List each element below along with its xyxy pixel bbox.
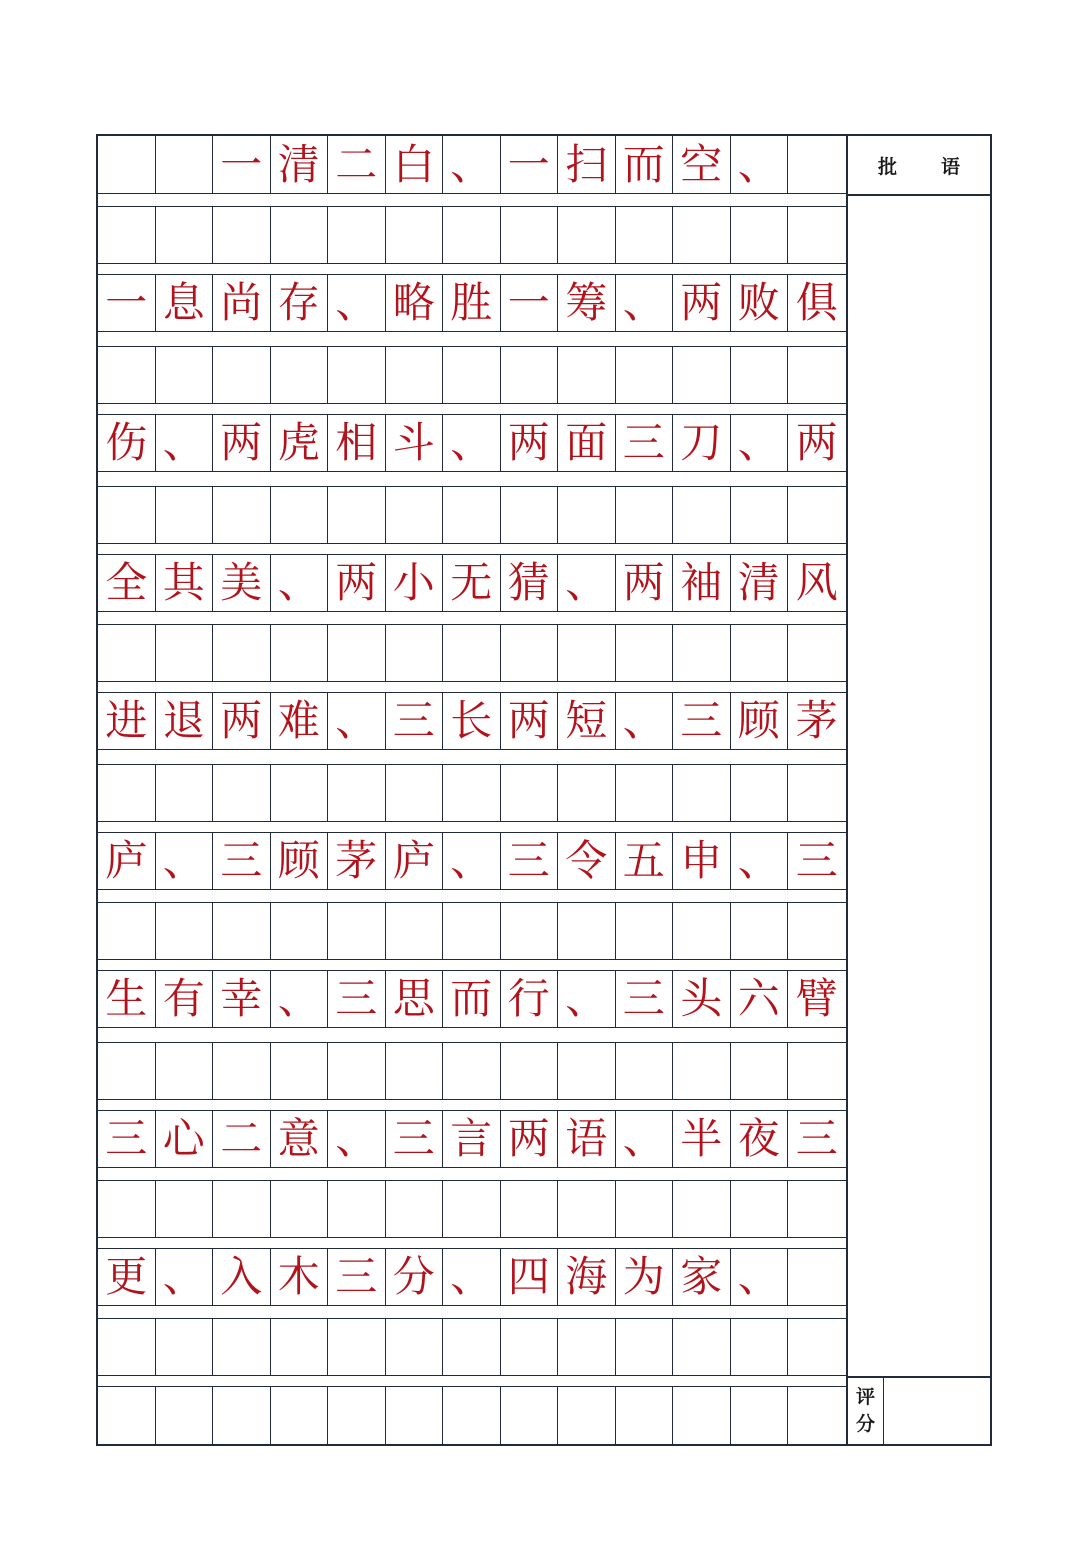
grid-cell: [558, 1043, 616, 1099]
grid-cell: 一: [213, 136, 271, 193]
grid-cell: 略: [386, 275, 444, 331]
grid-cell: [558, 1181, 616, 1237]
grid-cell: 三: [328, 1249, 386, 1305]
grid-cell: [443, 1043, 501, 1099]
grid-cell: 夜: [731, 1111, 789, 1167]
grid-cell: [156, 1387, 214, 1444]
grid-cell: 而: [616, 136, 674, 193]
grid-cell: [731, 765, 789, 821]
grid-cell: 、: [156, 415, 214, 471]
grid-cell: 、: [443, 833, 501, 889]
grid-cell: 、: [558, 555, 616, 611]
grid-cell: [156, 1181, 214, 1237]
grid-cell: 长: [443, 693, 501, 749]
grid-cell: [271, 625, 329, 681]
grid-cell: 庐: [98, 833, 156, 889]
grid-cell: [788, 136, 846, 193]
grid-cell: [731, 625, 789, 681]
grid-row: [98, 692, 846, 750]
grid-row: [98, 136, 846, 194]
grid-cell: [731, 1387, 789, 1444]
grid-cell: [616, 487, 674, 543]
grid-row: [98, 1248, 846, 1306]
grid-cell: 猜: [501, 555, 559, 611]
grid-cell: [98, 765, 156, 821]
grid-cell: [328, 1319, 386, 1375]
grid-cell: [673, 625, 731, 681]
grid-cell: [156, 1319, 214, 1375]
grid-row: [98, 1110, 846, 1168]
grid-cell: 尚: [213, 275, 271, 331]
grid-cell: [98, 207, 156, 263]
grid-cell: [328, 347, 386, 403]
grid-cell: 二: [328, 136, 386, 193]
grid-cell: 茅: [795, 696, 838, 745]
grid-cell: [616, 347, 674, 403]
grid-cell: [673, 347, 731, 403]
grid-cell: 三: [386, 693, 444, 749]
grid-cell: [98, 1043, 156, 1099]
grid-cell: 、: [156, 1249, 214, 1305]
grid-cell: [788, 625, 846, 681]
grid-row: [98, 1386, 846, 1444]
grid-cell: 伤: [98, 415, 156, 471]
grid-cell: [98, 903, 156, 959]
grid-cell: [386, 765, 444, 821]
grid-cell: [558, 765, 616, 821]
grid-cell: [98, 1319, 156, 1375]
grid-cell: [501, 1181, 559, 1237]
grid-cell: [213, 1043, 271, 1099]
grid-cell: [213, 765, 271, 821]
grid-cell: 为: [616, 1249, 674, 1305]
grid-cell: [616, 1387, 674, 1444]
grid-cell: 一: [98, 275, 156, 331]
grid-cell: [788, 1249, 846, 1305]
grid-cell: [788, 207, 846, 263]
grid-cell: 其: [156, 555, 214, 611]
grid-cell: 五: [616, 833, 674, 889]
grid-cell: 胜: [443, 275, 501, 331]
score-label-fen: 分: [855, 1413, 875, 1435]
grid-cell: [328, 207, 386, 263]
grid-cell: 顾: [731, 693, 789, 749]
grid-cell: 三: [501, 833, 559, 889]
score-value-field[interactable]: [884, 1378, 990, 1444]
grid-cell: 思: [386, 971, 444, 1027]
grid-cell: 分: [386, 1249, 444, 1305]
grid-cell: 、: [328, 275, 386, 331]
grid-cell: 两: [501, 415, 559, 471]
grid-cell: [616, 765, 674, 821]
grid-cell: [443, 207, 501, 263]
grid-cell: 、: [616, 1111, 674, 1167]
grid-cell: [386, 1387, 444, 1444]
grid-cell: 顾: [271, 833, 329, 889]
grid-cell: [156, 903, 214, 959]
grid-cell: [731, 347, 789, 403]
grid-cell: [788, 487, 846, 543]
grid-row: [98, 346, 846, 404]
grid-cell: [386, 347, 444, 403]
grid-cell: 三: [98, 1111, 156, 1167]
grid-cell: 三: [328, 971, 386, 1027]
practice-sheet: [96, 134, 992, 1446]
grid-cell: [443, 903, 501, 959]
grid-cell: [98, 347, 156, 403]
grid-cell: [98, 1387, 156, 1444]
grid-cell: [616, 207, 674, 263]
grid-cell: 息: [156, 275, 214, 331]
grid-cell: [443, 487, 501, 543]
grid-cell: 四: [501, 1249, 559, 1305]
grid-cell: [788, 347, 846, 403]
grid-cell: 进: [98, 693, 156, 749]
grid-cell: [156, 1043, 214, 1099]
grid-cell: 木: [271, 1249, 329, 1305]
grid-cell: 风: [795, 558, 838, 607]
grid-cell: 庐: [386, 833, 444, 889]
grid-cell: [271, 207, 329, 263]
grid-cell: [213, 347, 271, 403]
grid-cell: 、: [443, 1249, 501, 1305]
grid-cell: 无: [443, 555, 501, 611]
grid-cell: 空: [673, 136, 731, 193]
grid-cell: [328, 1043, 386, 1099]
grid-cell: 头: [673, 971, 731, 1027]
grid-cell: [386, 1181, 444, 1237]
grid-cell: [731, 207, 789, 263]
grid-cell: [328, 1387, 386, 1444]
score-label-ping: 评: [855, 1386, 875, 1409]
grid-cell: 、: [731, 1249, 789, 1305]
grid-cell: [156, 136, 214, 193]
grid-cell: 虎: [271, 415, 329, 471]
grid-cell: 茅: [328, 833, 386, 889]
grid-cell: 、: [731, 415, 789, 471]
grid-cell: 败: [731, 275, 789, 331]
grid-cell: 三: [386, 1111, 444, 1167]
grid-cell: [98, 487, 156, 543]
grid-cell: [788, 1181, 846, 1237]
grid-cell: [443, 1387, 501, 1444]
grid-cell: 、: [328, 693, 386, 749]
grid-cell: [328, 487, 386, 543]
grid-cell: [558, 1319, 616, 1375]
grid-cell: 海: [558, 1249, 616, 1305]
grid-cell: [328, 625, 386, 681]
grid-cell: 短: [558, 693, 616, 749]
grid-cell: [271, 1043, 329, 1099]
grid-cell: [731, 1319, 789, 1375]
grid-cell: [558, 207, 616, 263]
grid-cell: [271, 1319, 329, 1375]
score-box: [848, 1376, 990, 1444]
grid-cell: [673, 1043, 731, 1099]
grid-cell: [558, 625, 616, 681]
grid-cell: 、: [731, 136, 789, 193]
grid-cell: 两: [795, 418, 838, 467]
grid-cell: 筹: [558, 275, 616, 331]
score-label: [848, 1378, 884, 1444]
grid-cell: 两: [501, 693, 559, 749]
grid-cell: 臂: [795, 974, 838, 1023]
grid-cell: [386, 207, 444, 263]
grid-cell: 、: [271, 971, 329, 1027]
grid-row: [98, 206, 846, 264]
grid-cell: 而: [443, 971, 501, 1027]
grid-cell: [558, 487, 616, 543]
grid-cell: 一: [501, 136, 559, 193]
grid-cell: [271, 487, 329, 543]
grid-cell: 、: [558, 971, 616, 1027]
grid-cell: 六: [731, 971, 789, 1027]
grid-cell: 三: [795, 836, 838, 885]
grid-cell: [386, 1319, 444, 1375]
grid-row: [98, 274, 846, 332]
grid-cell: [271, 1387, 329, 1444]
grid-cell: 意: [271, 1111, 329, 1167]
grid-cell: [616, 1043, 674, 1099]
grid-cell: 心: [156, 1111, 214, 1167]
grid-cell: [213, 1181, 271, 1237]
grid-cell: 申: [673, 833, 731, 889]
grid-cell: [501, 625, 559, 681]
grid-cell: [731, 903, 789, 959]
grid-cell: 、: [731, 833, 789, 889]
grid-cell: [443, 347, 501, 403]
grid-cell: 二: [213, 1111, 271, 1167]
grid-cell: [558, 1387, 616, 1444]
comment-label-pi: 批: [877, 155, 897, 178]
grid-cell: [558, 903, 616, 959]
grid-cell: [673, 1181, 731, 1237]
grid-cell: [386, 1043, 444, 1099]
grid-row: [98, 414, 846, 472]
grid-cell: [501, 347, 559, 403]
grid-cell: [731, 1043, 789, 1099]
grid-cell: [98, 1181, 156, 1237]
grid-cell: 一: [501, 275, 559, 331]
grid-cell: [271, 765, 329, 821]
grid-cell: [501, 1387, 559, 1444]
grid-cell: 、: [443, 415, 501, 471]
grid-cell: [673, 903, 731, 959]
grid-cell: [98, 136, 156, 193]
grid-cell: 、: [156, 833, 214, 889]
grid-cell: [501, 207, 559, 263]
grid-cell: 清: [731, 555, 789, 611]
grid-cell: 袖: [673, 555, 731, 611]
grid-cell: [501, 765, 559, 821]
grid-cell: [673, 1387, 731, 1444]
grid-cell: 两: [213, 693, 271, 749]
grid-cell: [328, 1181, 386, 1237]
grid-cell: [788, 1387, 846, 1444]
grid-cell: 三: [213, 833, 271, 889]
grid-row: [98, 902, 846, 960]
grid-cell: [156, 487, 214, 543]
grid-cell: 三: [795, 1114, 838, 1163]
grid-cell: [386, 625, 444, 681]
grid-cell: 两: [501, 1111, 559, 1167]
grid-cell: 家: [673, 1249, 731, 1305]
grid-cell: 、: [328, 1111, 386, 1167]
grid-cell: [328, 903, 386, 959]
grid-row: [98, 832, 846, 890]
grid-cell: [501, 1319, 559, 1375]
grid-cell: [673, 1319, 731, 1375]
grid-row: [98, 554, 846, 612]
grid-cell: 退: [156, 693, 214, 749]
grid-cell: [156, 347, 214, 403]
grid-cell: 生: [98, 971, 156, 1027]
grid-cell: 行: [501, 971, 559, 1027]
grid-cell: 言: [443, 1111, 501, 1167]
grid-cell: [156, 765, 214, 821]
grid-cell: [213, 625, 271, 681]
grid-cell: [213, 1387, 271, 1444]
grid-cell: 三: [673, 693, 731, 749]
grid-cell: 令: [558, 833, 616, 889]
grid-row: [98, 624, 846, 682]
grid-cell: 两: [328, 555, 386, 611]
grid-cell: 难: [271, 693, 329, 749]
grid-cell: [673, 487, 731, 543]
grid-cell: 语: [558, 1111, 616, 1167]
writing-grid: [98, 136, 848, 1444]
grid-cell: [443, 625, 501, 681]
grid-row: [98, 764, 846, 822]
grid-cell: [501, 487, 559, 543]
grid-cell: [673, 207, 731, 263]
grid-row: [98, 1180, 846, 1238]
grid-cell: 美: [213, 555, 271, 611]
grid-cell: 有: [156, 971, 214, 1027]
grid-cell: [673, 765, 731, 821]
grid-cell: 半: [673, 1111, 731, 1167]
grid-cell: [213, 487, 271, 543]
comment-label-yu: 语: [941, 155, 961, 178]
grid-cell: [616, 1181, 674, 1237]
grid-cell: [443, 1181, 501, 1237]
grid-cell: [386, 903, 444, 959]
grid-cell: [213, 1319, 271, 1375]
grid-cell: 小: [386, 555, 444, 611]
grid-cell: 斗: [386, 415, 444, 471]
grid-cell: [156, 207, 214, 263]
grid-row: [98, 486, 846, 544]
grid-row: [98, 1042, 846, 1100]
grid-cell: 三: [616, 415, 674, 471]
grid-cell: [386, 487, 444, 543]
grid-cell: 三: [616, 971, 674, 1027]
grid-cell: [788, 1319, 846, 1375]
grid-cell: 、: [443, 136, 501, 193]
grid-cell: [156, 625, 214, 681]
grid-cell: 、: [271, 555, 329, 611]
grid-cell: 面: [558, 415, 616, 471]
grid-cell: [558, 347, 616, 403]
grid-cell: [731, 1181, 789, 1237]
grid-cell: [788, 1043, 846, 1099]
grid-cell: [443, 1319, 501, 1375]
grid-cell: [501, 903, 559, 959]
grid-cell: 相: [328, 415, 386, 471]
grid-cell: 、: [616, 275, 674, 331]
grid-cell: 幸: [213, 971, 271, 1027]
grid-cell: 两: [213, 415, 271, 471]
grid-cell: [98, 625, 156, 681]
grid-cell: 两: [673, 275, 731, 331]
grid-cell: [213, 207, 271, 263]
grid-cell: 扫: [558, 136, 616, 193]
grid-cell: 刀: [673, 415, 731, 471]
grid-cell: [271, 1181, 329, 1237]
grid-cell: 存: [271, 275, 329, 331]
grid-row: [98, 970, 846, 1028]
grid-cell: 更: [98, 1249, 156, 1305]
grid-cell: 清: [271, 136, 329, 193]
grid-cell: [788, 903, 846, 959]
comment-header: [848, 136, 990, 196]
grid-cell: [328, 765, 386, 821]
grid-cell: [271, 903, 329, 959]
grid-cell: [788, 765, 846, 821]
grid-cell: [443, 765, 501, 821]
grid-cell: [731, 487, 789, 543]
grid-row: [98, 1318, 846, 1376]
grid-cell: [271, 347, 329, 403]
grid-cell: 两: [616, 555, 674, 611]
grid-cell: 入: [213, 1249, 271, 1305]
grid-cell: [213, 903, 271, 959]
grid-cell: [501, 1043, 559, 1099]
grid-cell: 白: [386, 136, 444, 193]
grid-cell: 全: [98, 555, 156, 611]
grid-cell: 俱: [795, 278, 838, 327]
grid-cell: [616, 1319, 674, 1375]
grid-cell: [616, 903, 674, 959]
grid-cell: 、: [616, 693, 674, 749]
grid-cell: [616, 625, 674, 681]
